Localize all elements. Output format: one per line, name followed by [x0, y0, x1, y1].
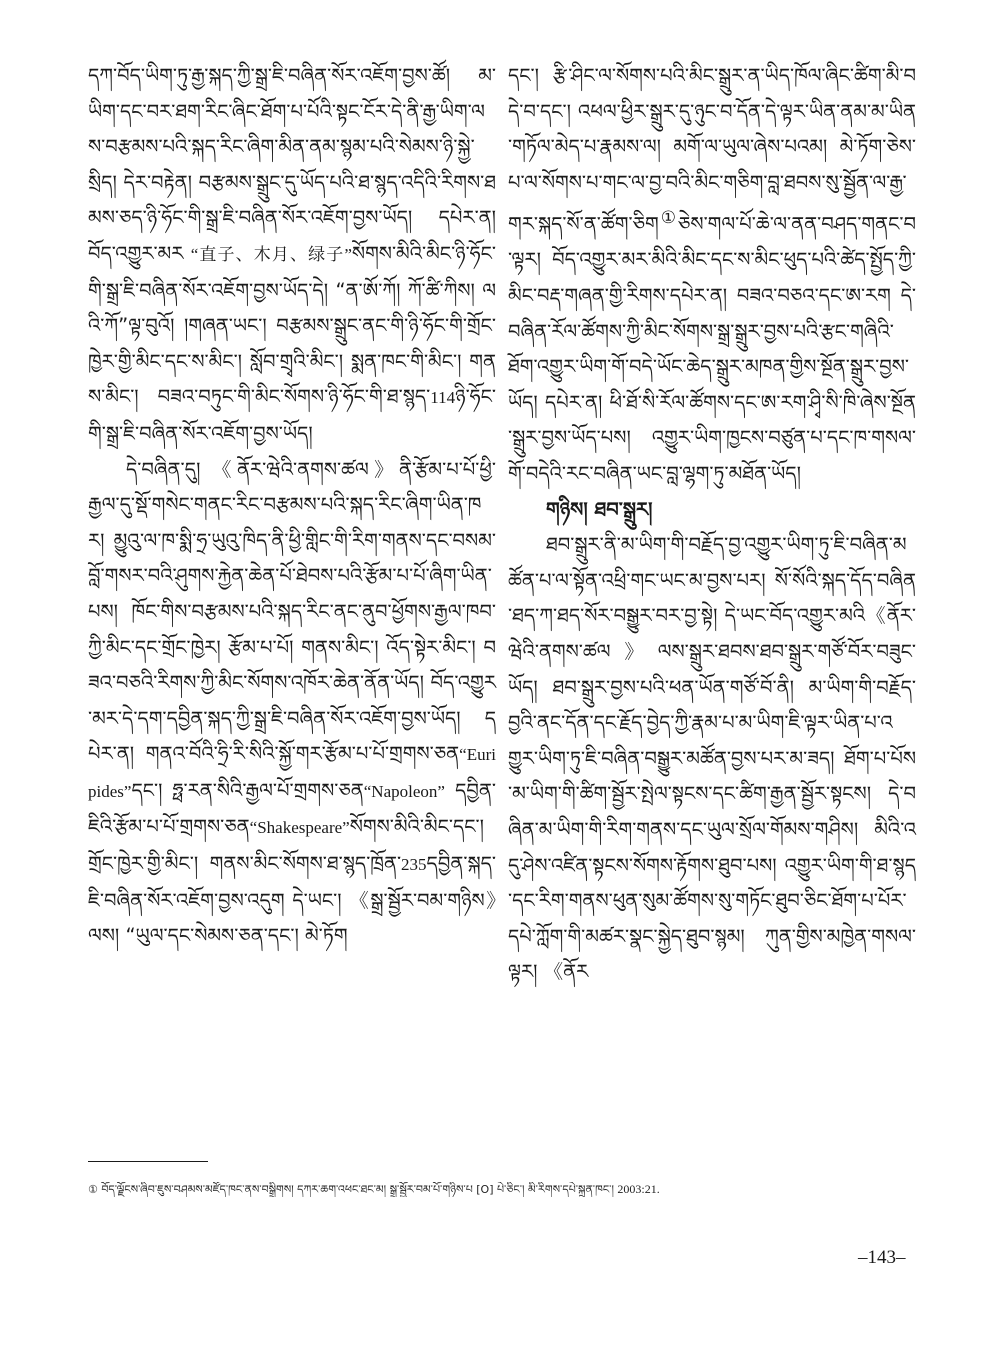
- paragraph-text: ནི་རྩོམ་པ་པོ་ཕྱི་རྒྱལ་དུ་སྡོ་གསེང་གནང་རིང་བརྩམས་པའི་སྐད་རིང་ཞིག་ཡིན་ཁར། མྱུའུ་ལ་ཁ་སྨི་ཧྲ་ཡུའུ་ཁིད་ནི་ཕྱི་གླིང་གི་རིག་གནས་དང་བསམ་བློ་གསར་བའི་ཤུགས་རྐྱེན་ཆེན་པོ་ཐེབས་པའི་རྩོམ་པ་པོ་ཞིག་ཡིན་པས། ཁོང་གིས་བརྩམས་པའི་སྐད་རིང་ནང་ནུབ་ཕྱོགས་རྒྱལ་ཁབ་ཀྱི་མིང་དང་གྲོང་ཁྱེར། རྩོམ་པ་པོ། གནས་མིང་། འོད་སྟེར་མིང་། བཟའ་བཅའི་རིགས་ཀྱི་མིང་སོགས་འཁོར་ཆེན་ནོན་ཡོད། བོད་འགྱུར་མར་དེ་དག་དབྱིན་སྐད་ཀྱི་སྒྲ་ཇི་བཞིན་སོར་འཇོག་བྱས་ཡོད། དཔེར་ན། གནའ་བོའི་ཧྲི་རི་སིའི་སྐྱོ་གར་རྩོམ་པ་པོ་གྲགས་ཅན: [88, 457, 496, 766]
- book-title: 《ནོར་ཝེའི་ནགས་ཚལ》: [508, 604, 916, 663]
- footnote-text: བོད་ལྗོངས་ཞིབ་ཇུས་བཤམས་མཛོད་ཁང་ནས་བསྒྲིགས། དཀར་ཆག་འཕང་ཐང་མ། སྒྲ་སྦྱོར་བམ་པོ་གཉིས་པ [O] པེ་ཅིང་། མི་རིགས་དཔེ་སྐྲུན་ཁང་།: [97, 1183, 618, 1196]
- page-number: –143–: [858, 1247, 906, 1268]
- left-paragraph-2: [88, 452, 496, 954]
- paragraph-text: དང་། ཧྥ་རན་སིའི་རྒྱལ་པོ་གྲགས་ཅན: [131, 778, 364, 802]
- chinese-names-quote: “直子、木月、绿子”: [190, 244, 352, 264]
- paragraph-text: དེ་བཞིན་དུ།: [126, 457, 213, 481]
- paragraph-text: དབྱིན་སྐད་ཇི་བཞིན་སོར་འཇོག་བྱས་འདུག དེ་ཡང་། 《སྒྲ་སྦྱོར་བམ་གཉིས》ལས། “ཡུལ་དང་སེམས་ཅན་དང་། མེ་ཏོག: [88, 852, 496, 948]
- name-napoleon: “Napoleon”: [363, 781, 445, 801]
- footnote: [88, 1182, 918, 1197]
- footnote-reference[interactable]: ①: [658, 208, 678, 228]
- left-column: [88, 58, 496, 954]
- book-title: 《ནོར་ཝེའི་ནགས་ཚལ》: [212, 457, 400, 481]
- right-paragraph-2: [508, 527, 916, 990]
- name-shakespeare: “Shakespeare”: [249, 818, 350, 838]
- left-paragraph-1: [88, 58, 496, 452]
- section-heading: གཉིས། ཐབ་སྒྲུར།: [546, 497, 653, 521]
- paragraph-text: ལས་སྒྲུར་ཐབས་ཐབ་སྒྲུར་གཙོ་བོར་བཟུང་ཡོད། ཐབ་སྒྲུར་བྱས་པའི་ཕན་ཡོན་གཙོ་བོ་ནི། མ་ཡིག་གི་བརྗོད་བྱའི་ནང་དོན་དང་རྗོད་བྱེད་ཀྱི་རྣམ་པ་མ་ཡིག་ཇི་ལྟར་ཡིན་པ་འགྱུར་ཡིག་ཏུ་ཇི་བཞིན་བསྒྱུར་མཚོན་བྱས་པར་མ་ཟད། ཐོག་པ་པོས་མ་ཡིག་གི་ཚིག་སྦྱོར་སྤེལ་སྟངས་དང་ཚིག་རྒྱན་སྦྱོར་སྟངས། དེ་བཞིན་མ་ཡིག་གི་རིག་གནས་དང་ཡུལ་སྲོལ་གོམས་གཤིས། མིའི་འདུ་ཤེས་འཛིན་སྟངས་སོགས་རྟོགས་ཐུབ་པས། འགྱུར་ཡིག་གི་ཐ་སྙད་དང་རིག་གནས་ཕུན་སུམ་ཚོགས་སུ་གཏོང་ཐུབ་ཅིང་ཐོག་པ་པོར་དཔེ་ཀློག་གི་མཚར་སྣང་སྐྱེད་ཐུབ་སྙམ། ཀུན་གྱིས་མཁྱེན་གསལ་ལྟར། 《ནོར: [508, 640, 916, 984]
- paragraph-text: དབྱིན་ཇིའི་རྩོམ་པ་པོ་གྲགས་ཅན: [88, 778, 496, 839]
- paragraph-text: ཅེས་གལ་པོ་ཆེ་ལ་ནན་བཤད་གནང་བ་ལྟར། བོད་འགྱུར་མར་མིའི་མིང་དང་ས་མིང་ཕུད་པའི་ཚེད་སྤྱོད་ཀྱི་མིང་བརྡ་གཞན་གྱི་རིགས་དཔེར་ན། བཟའ་བཅའ་དང་ཨ་རག དེ་བཞིན་རོལ་ཚོགས་ཀྱི་མིང་སོགས་སྒྲ་སྒྲུར་བྱས་པའི་རྩང་གཞིའི་ཐོག་འགྱུར་ཡིག་གོ་བདེ་ཡོང་ཆེད་སྒྲུར་མཁན་གྱིས་སྔོན་སྒྲུར་བྱས་ཡོད། དཔེར་ན། ཕི་ཐོ་སི་རོལ་ཚོགས་དང་ཨ་རག་ཤྭི་སི་ཁི་ཞེས་སྔོན་སྒྲུར་བྱས་ཡོད་པས། འགྱུར་ཡིག་ཁྱངས་བཙུན་པ་དང་ཁ་གསལ་གོ་བདེའི་རང་བཞིན་ཡང་བླ་ལྷག་ཏུ་མཐོན་ཡོད།: [508, 212, 916, 486]
- paragraph-text: ཐབ་སྒྲུར་ནི་མ་ཡིག་གི་བརྗོད་བྱ་འགྱུར་ཡིག་ཏུ་ཇི་བཞིན་མཚོན་པ་ལ་སྟོན་འཕྲི་གང་ཡང་མ་བྱས་པར། སོ་སོའི་སྐད་དོད་བཞིན་ཐད་ཀ་ཐད་སོར་བསྒྱུར་བར་བྱ་སྟེ། དེ་ཡང་བོད་འགྱུར་མའི: [508, 533, 916, 628]
- right-paragraph-1: [508, 58, 916, 492]
- paragraph-text: སོགས་མིའི་མིང་དང་། གྲོང་ཁྱེར་གྱི་མིང་། གནས་མིང་སོགས་ཐ་སྙད་ཁྲོན་: [88, 815, 484, 876]
- footnote-divider: [88, 1161, 208, 1162]
- paragraph-text: དང་། རྩི་ཤིང་ལ་སོགས་པའི་མིང་སྒྲུར་ན་ཡིད་ཁོལ་ཞིང་ཚིག་མི་བདེ་བ་དང་། འཕལ་ཕྱིར་སྒྲུར་དུ་ཉུང་བ་དོན་དེ་ལྟར་ཡིན་ནམ་མ་ཡིན་གཏོལ་མེད་པ་རྣམས་ལ། མགོ་ལ་ཡུལ་ཞེས་པའམ། མེ་ཏོག་ཅེས་པ་ལ་སོགས་པ་གང་ལ་བྱ་བའི་མིང་གཅིག་བླ་ཐབས་སུ་སྦྱོན་ལ་རྒྱ་གར་སྐད་སོ་ན་ཚོག་ཅིག: [508, 64, 916, 236]
- name-euripides: “Euripides”: [88, 745, 496, 801]
- paragraph-text: སོགས་མིའི་མིང་ཉི་ཧོང་གི་སྒྲ་ཇི་བཞིན་སོར་འཇོག་བྱས་ཡོད་དེ། “ན་ཨོ་ཀོ། ཀོ་ཚི་ཀིས། ལའི་ཀོ”ལྟ་བུའོ། །གཞན་ཡང་། བརྩམས་སྒྲུང་ནང་གི་ཉི་ཧོང་གི་གྲོང་ཁྱེར་གྱི་མིང་དང་ས་མིང་། སློབ་གྲྭའི་མིང་། སྨན་ཁང་གི་མིང་། གནས་མིང་། བཟའ་བཏུང་གི་མིང་སོགས་ཉི་ཧོང་གི་ཐ་སྙད་: [88, 241, 496, 409]
- paragraph-text: དཀ་བོད་ཡིག་ཏུ་རྒྱ་སྐད་ཀྱི་སྒྲ་ཇི་བཞིན་སོར་འཇོག་བྱས་ཚོ། མ་ཡིག་དང་བར་ཐག་རིང་ཞིང་ཐོག་པ་པོའི་སྟང་ངོར་དེ་ནི་རྒྱ་ཡིག་ལས་བརྩམས་པའི་སྐད་རིང་ཞིག་མིན་ནམ་སྙམ་པའི་སེམས་ཉི་སྐྱེ་སྲིད། དེར་བརྟེན། བརྩམས་སྒྲུང་དུ་ཡོད་པའི་ཐ་སྙད་འདིའི་རིགས་ཐམས་ཅད་ཉི་ཧོང་གི་སྒྲ་ཇི་བཞིན་སོར་འཇོག་བྱས་ཡོད། དཔེར་ན། བོད་འགྱུར་མར: [88, 64, 496, 265]
- number-235: 235: [401, 855, 427, 875]
- paragraph-text: ཉི་ཧོང་གི་སྒྲ་ཇི་བཞིན་སོར་འཇོག་བྱས་ཡོད།: [88, 385, 496, 445]
- footnote-year: 2003:21.: [617, 1182, 660, 1196]
- number-114: 114: [430, 388, 456, 408]
- footnote-marker: ①: [88, 1183, 98, 1196]
- right-column: [508, 58, 916, 990]
